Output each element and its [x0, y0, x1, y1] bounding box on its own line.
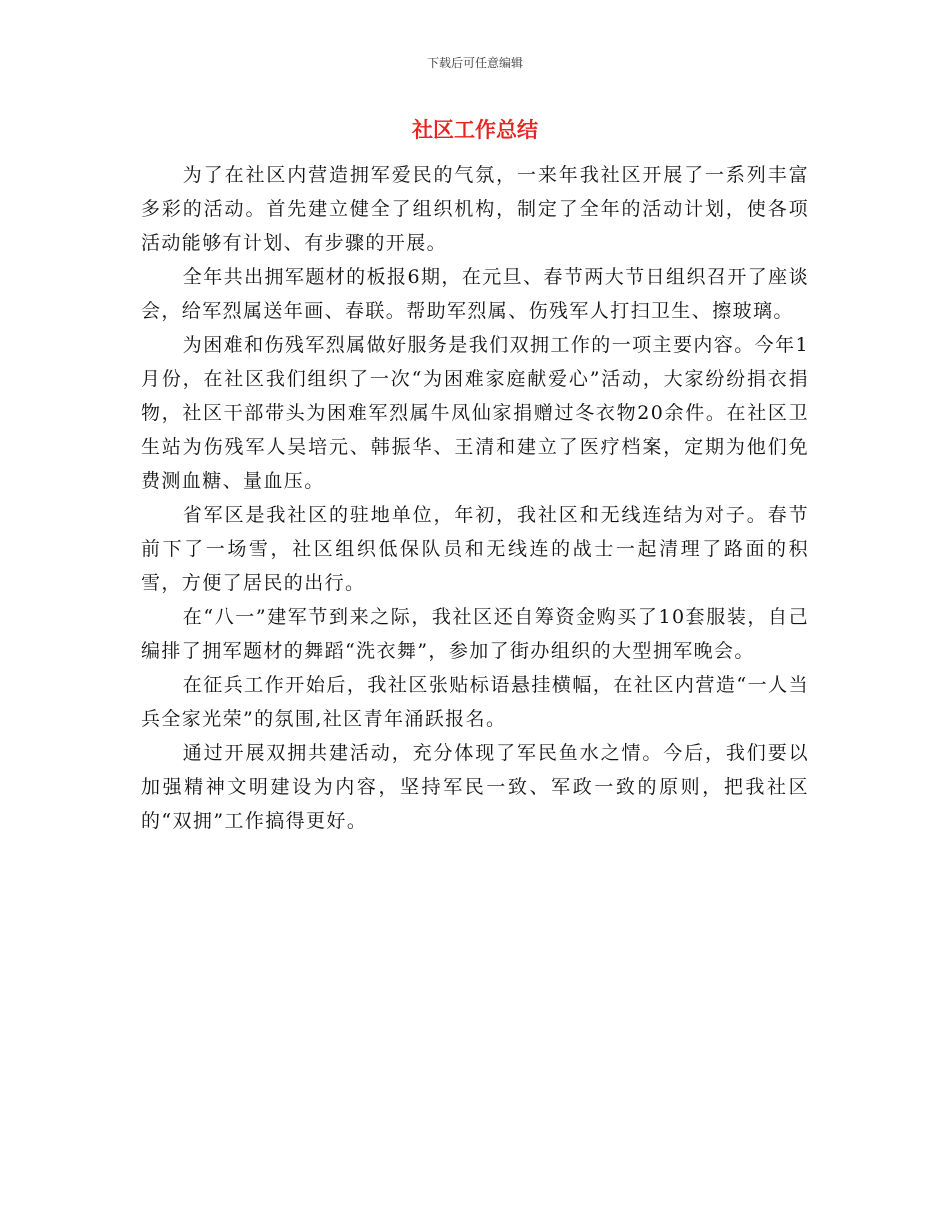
paragraph-5: 在“八一”建军节到来之际，我社区还自筹资金购买了10套服装，自己编排了拥军题材的舞蹈“洗衣舞”，参加了街办组织的大型拥军晚会。 [141, 606, 809, 662]
paragraph-2: 全年共出拥军题材的板报6期，在元旦、春节两大节日组织召开了座谈会，给军烈属送年画、春联。帮助军烈属、伤残军人打扫卫生、擦玻璃。 [141, 266, 809, 322]
paragraph-1: 为了在社区内营造拥军爱民的气氛，一来年我社区开展了一系列丰富多彩的活动。首先建立健全了组织机构，制定了全年的活动计划，使各项活动能够有计划、有步骤的开展。 [141, 164, 809, 254]
paragraph-4: 省军区是我社区的驻地单位，年初，我社区和无线连结为对子。春节前下了一场雪，社区组织低保队员和无线连的战士一起清理了路面的积雪，方便了居民的出行。 [141, 504, 809, 594]
paragraph-7: 通过开展双拥共建活动，充分体现了军民鱼水之情。今后，我们要以加强精神文明建设为内容，坚持军民一致、军政一致的原则，把我社区的“双拥”工作搞得更好。 [141, 742, 809, 832]
document-title: 社区工作总结 [412, 118, 538, 142]
paragraph-3: 为困难和伤残军烈属做好服务是我们双拥工作的一项主要内容。今年1月份，在社区我们组织了一次“为困难家庭献爱心”活动，大家纷纷捐衣捐物，社区干部带头为困难军烈属牛凤仙家捐赠过冬衣物20余件。在社区卫生站为伤残军人吴培元、韩振华、王清和建立了医疗档案，定期为他们免费测血糖、量血压。 [141, 334, 809, 492]
paragraph-6: 在征兵工作开始后，我社区张贴标语悬挂横幅，在社区内营造“一人当兵全家光荣”的氛围,社区青年涌跃报名。 [141, 674, 809, 730]
header-note: 下载后可任意编辑 [426, 56, 523, 70]
document-body [141, 158, 809, 838]
